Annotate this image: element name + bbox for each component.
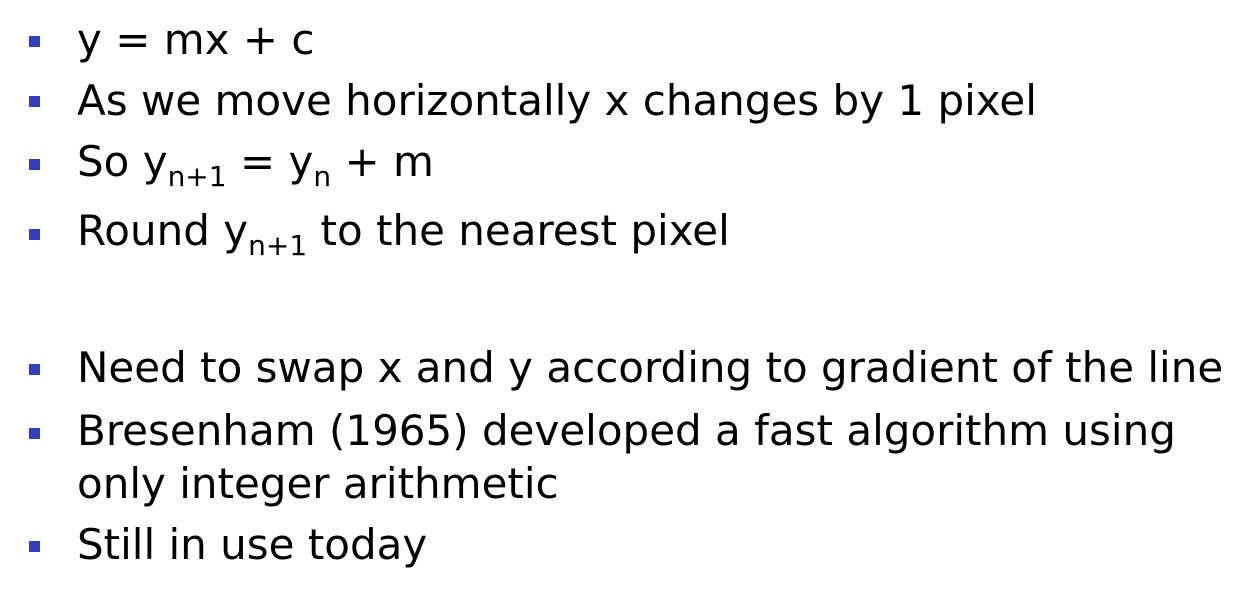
bullet-square bbox=[29, 96, 40, 107]
recurrence-subscript-n: n bbox=[313, 160, 332, 193]
rounding-suffix: to the nearest pixel bbox=[307, 206, 730, 255]
rounding-subscript-n-plus-1: n+1 bbox=[248, 229, 308, 262]
bullet-square bbox=[29, 541, 40, 552]
bullet-text-swap-xy: Need to swap x and y according to gradient of the line bbox=[77, 343, 1224, 392]
bullet-text-bresenham-line1: Bresenham (1965) developed a fast algorithm using bbox=[77, 406, 1176, 455]
bullet-square bbox=[29, 428, 40, 439]
rounding-prefix: Round y bbox=[77, 206, 249, 255]
bullet-square bbox=[29, 364, 40, 375]
bullet-text-still-in-use: Still in use today bbox=[77, 520, 428, 569]
recurrence-mid: = y bbox=[226, 137, 314, 186]
bullet-square bbox=[29, 159, 40, 170]
bullet-text-rounding bbox=[77, 206, 730, 262]
bullet-text-line-equation: y = mx + c bbox=[77, 15, 315, 64]
bullet-square bbox=[29, 229, 40, 240]
bullet-square bbox=[29, 36, 40, 47]
recurrence-suffix: + m bbox=[331, 137, 434, 186]
bullet-text-bresenham-line2: only integer arithmetic bbox=[77, 459, 559, 508]
recurrence-subscript-n-plus-1: n+1 bbox=[167, 160, 227, 193]
bullet-text-horizontal-step: As we move horizontally x changes by 1 pixel bbox=[77, 76, 1037, 125]
bullet-text-recurrence bbox=[77, 137, 434, 193]
recurrence-prefix: So y bbox=[77, 137, 168, 186]
